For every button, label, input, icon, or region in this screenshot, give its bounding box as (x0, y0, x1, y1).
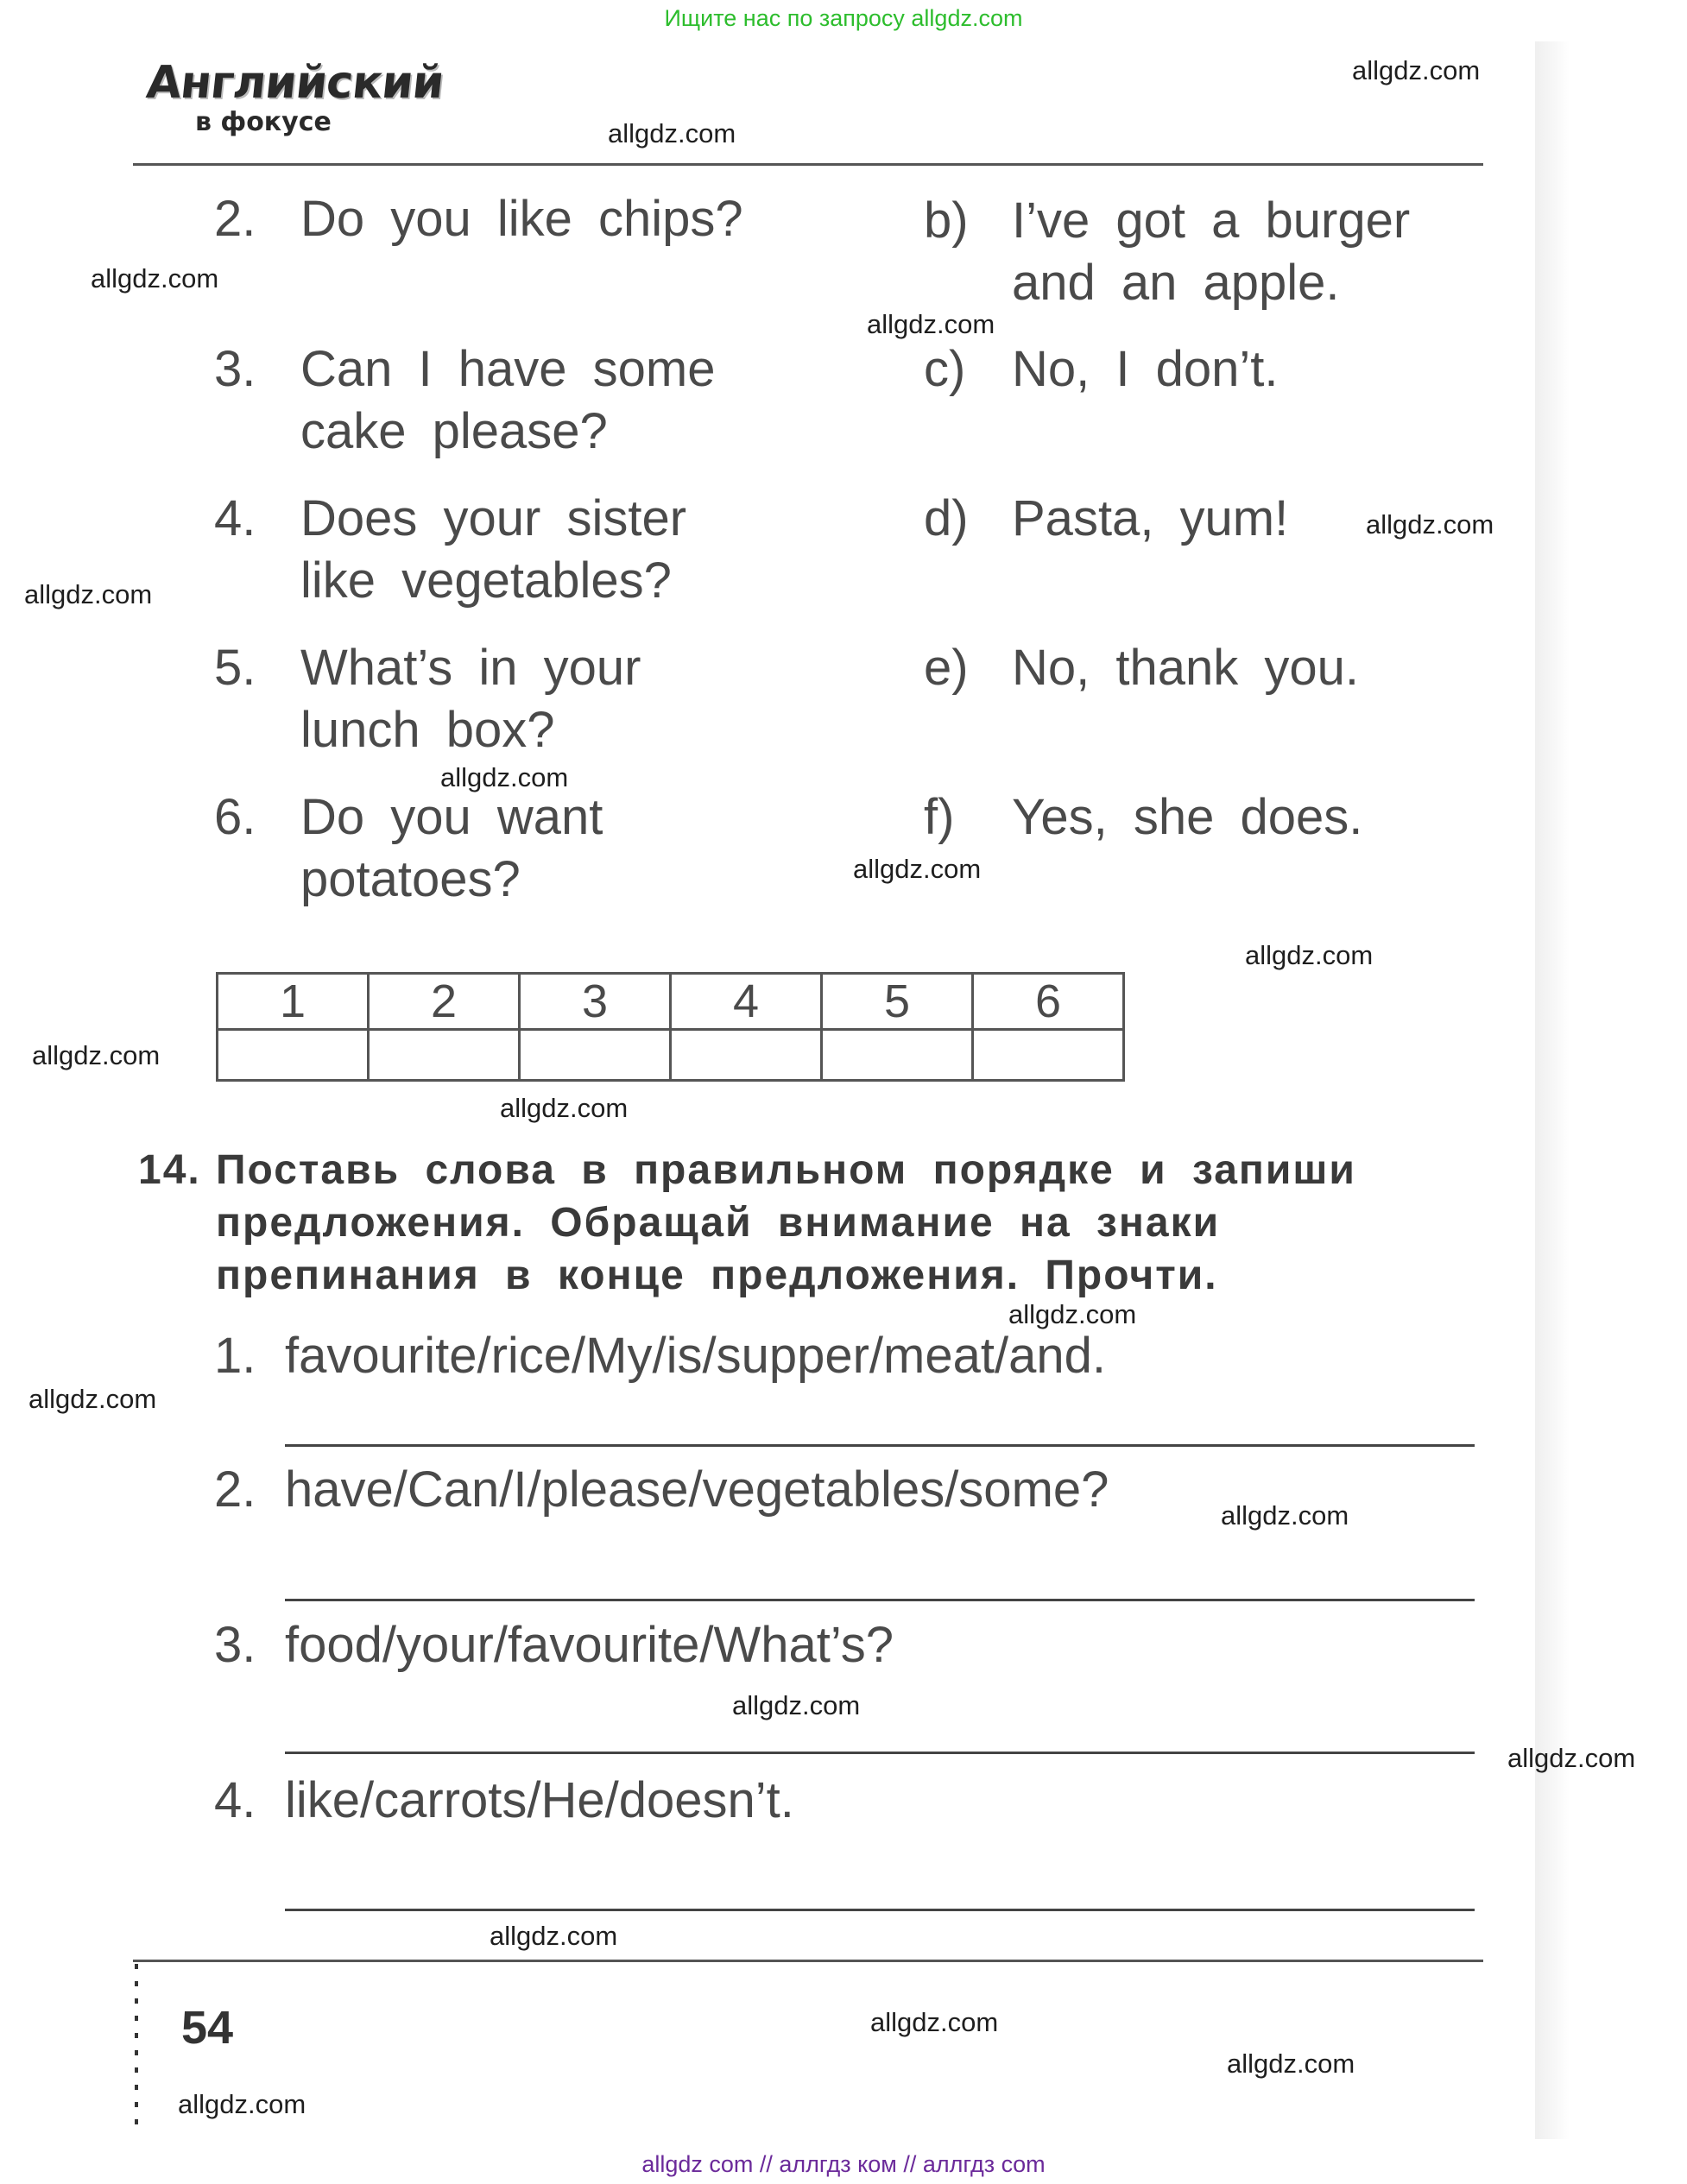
question-2: 2. Do you like chips? (214, 191, 743, 247)
watermark[interactable]: allgdz.com (178, 2089, 306, 2119)
answer-table-header: 6 (973, 974, 1124, 1030)
answer-table-header-row (218, 974, 1124, 1030)
watermark[interactable]: allgdz.com (870, 2007, 999, 2037)
writing-line-1[interactable] (285, 1444, 1475, 1447)
answer-table-header: 3 (520, 974, 671, 1030)
answer-cell[interactable] (973, 1030, 1124, 1081)
footer-links[interactable]: allgdz com // аллгдз ком // аллгдз com (641, 2151, 1046, 2177)
answer-cell[interactable] (218, 1030, 369, 1081)
scrambled-sentence-2: 2. have/Can/I/please/vegetables/some? (214, 1461, 1109, 1518)
watermark[interactable]: allgdz.com (32, 1040, 161, 1070)
answer-cell[interactable] (822, 1030, 973, 1081)
writing-line-4[interactable] (285, 1909, 1475, 1911)
question-3: 3. Can I have some cake please? (214, 341, 716, 459)
header-rule (133, 163, 1483, 166)
watermark[interactable]: allgdz.com (853, 854, 982, 884)
answer-cell[interactable] (671, 1030, 822, 1081)
answer-table-header: 2 (369, 974, 520, 1030)
answer-c: c) No, I don’t. (924, 341, 1279, 397)
writing-line-2[interactable] (285, 1599, 1475, 1601)
scrambled-sentence-3: 3. food/your/favourite/What’s? (214, 1617, 894, 1673)
footer-rule (133, 1960, 1483, 1962)
answer-table-header: 4 (671, 974, 822, 1030)
watermark[interactable]: allgdz.com (608, 118, 736, 148)
question-4: 4. Does your sister like vegetables? (214, 490, 687, 609)
answer-f: f) Yes, she does. (924, 789, 1363, 845)
watermark[interactable]: allgdz.com (440, 762, 569, 792)
watermark[interactable]: allgdz.com (1366, 509, 1494, 540)
scrambled-sentence-4: 4. like/carrots/He/doesn’t. (214, 1772, 794, 1828)
answer-cell[interactable] (520, 1030, 671, 1081)
watermark[interactable]: allgdz.com (1245, 940, 1374, 970)
answer-table-header: 5 (822, 974, 973, 1030)
page-edge-shadow (1535, 41, 1570, 2139)
question-6: 6. Do you want potatoes? (214, 789, 603, 907)
watermark[interactable]: allgdz.com (490, 1921, 618, 1951)
binding-dots (135, 1964, 138, 2137)
watermark[interactable]: allgdz.com (732, 1690, 861, 1720)
watermark[interactable]: allgdz.com (1352, 55, 1481, 85)
watermark[interactable]: allgdz.com (1008, 1299, 1137, 1329)
watermark[interactable]: allgdz.com (91, 263, 219, 294)
watermark[interactable]: allgdz.com (28, 1384, 157, 1414)
answer-table (216, 972, 1125, 1082)
watermark[interactable]: allgdz.com (1227, 2048, 1355, 2079)
answer-cell[interactable] (369, 1030, 520, 1081)
book-logo-title: Английский (143, 57, 446, 109)
page-number: 54 (181, 2002, 234, 2054)
book-logo-subtitle: в фокусе (195, 107, 332, 137)
answer-d: d) Pasta, yum! (924, 490, 1289, 546)
top-banner[interactable]: Ищите нас по запросу allgdz.com (664, 5, 1023, 31)
question-5: 5. What’s in your lunch box? (214, 640, 641, 758)
watermark[interactable]: allgdz.com (867, 309, 995, 339)
answer-b: b) I’ve got a burger and an apple. (924, 193, 1411, 311)
answer-e: e) No, thank you. (924, 640, 1359, 696)
scrambled-sentence-1: 1. favourite/rice/My/is/supper/meat/and. (214, 1328, 1106, 1384)
writing-line-3[interactable] (285, 1752, 1475, 1754)
watermark[interactable]: allgdz.com (500, 1093, 629, 1123)
watermark[interactable]: allgdz.com (1507, 1743, 1636, 1773)
answer-table-input-row (218, 1030, 1124, 1081)
watermark[interactable]: allgdz.com (1221, 1500, 1349, 1531)
watermark[interactable]: allgdz.com (24, 579, 153, 609)
task-14-instructions: 14. Поставь слова в правильном порядке и запиши предложения. Обращай внимание на знаки препинания в конце предложения. Прочти. (138, 1147, 1356, 1298)
answer-table-header: 1 (218, 974, 369, 1030)
